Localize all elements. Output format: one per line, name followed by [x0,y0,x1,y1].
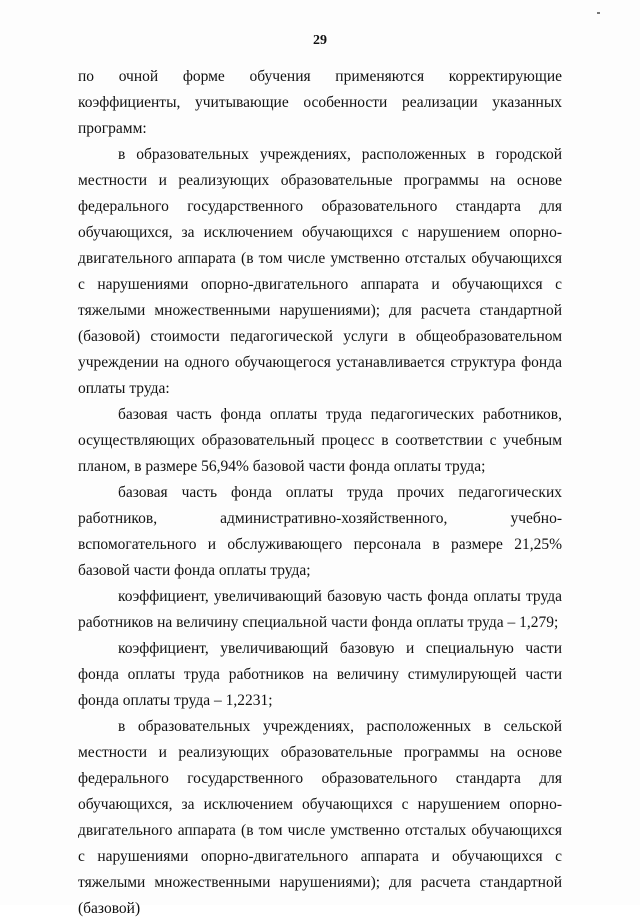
paragraph: коэффициент, увеличивающий базовую часть фонда оплаты труда работников на величину специальной части фонда оплаты труда – 1,279; [78,588,562,631]
paragraph: в образовательных учреждениях, расположенных в городской местности и реализующих образовательные программы на основе федерального государственного образовательного стандарта для обучающихся, за исключением обучающихся с нарушением опорно-двигательного аппарата (в том числе умственно отсталых обучающихся с нарушениями опорно-двигательного аппарата и обучающихся с тяжелыми множественными нарушениями); для расчета стандартной (базовой) стоимости педагогической услуги в общеобразовательном учреждении на одного обучающегося устанавливается структура фонда оплаты труда: [78,146,562,397]
paragraph: коэффициент, увеличивающий базовую и специальную части фонда оплаты труда работников на величину стимулирующей части фонда оплаты труда – 1,2231; [78,640,562,709]
paragraph: в образовательных учреждениях, расположенных в сельской местности и реализующих образовательные программы на основе федерального государственного образовательного стандарта для обучающихся, за исключением обучающихся с нарушением опорно-двигательного аппарата (в том числе умственно отсталых обучающихся с нарушениями опорно-двигательного аппарата и обучающихся с тяжелыми множественными нарушениями); для расчета стандартной (базовой) [78,718,562,917]
scan-speck [597,12,600,14]
document-body [78,64,562,922]
paragraph: базовая часть фонда оплаты труда прочих педагогических работников, административно-хозяйственного, учебно-вспомогательного и обслуживающего персонала в размере 21,25% базовой части фонда оплаты труда; [78,484,562,579]
paragraph: базовая часть фонда оплаты труда педагогических работников, осуществляющих образовательный процесс в соответствии с учебным планом, в размере 56,94% базовой части фонда оплаты труда; [78,406,562,475]
page-number: 29 [313,33,327,48]
paragraph: по очной форме обучения применяются корректирующие коэффициенты, учитывающие особенности реализации указанных программ: [78,68,562,137]
